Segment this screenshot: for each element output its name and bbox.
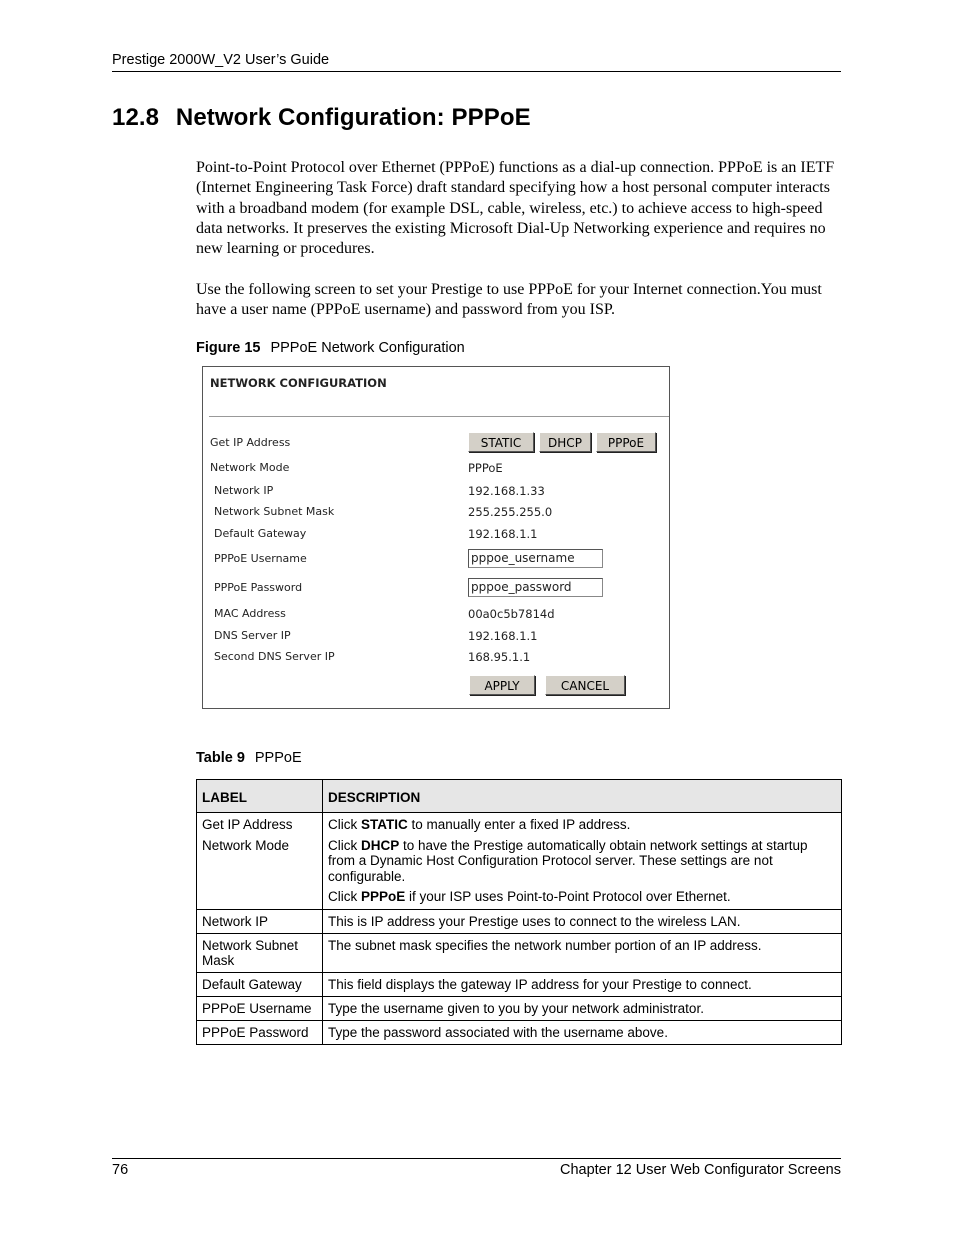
row-description: This is IP address your Prestige uses to connect to the wireless LAN. <box>323 909 842 933</box>
description-column-header: DESCRIPTION <box>323 780 842 813</box>
username-input[interactable]: pppoe_username <box>468 549 603 568</box>
footer-rule <box>112 1158 841 1159</box>
apply-button[interactable]: APPLY <box>469 675 535 695</box>
header-rule <box>112 71 841 72</box>
usage-paragraph: Use the following screen to set your Prestige to use PPPoE for your Internet connection.You must have a user name (PPPoE username) and password from you ISP. <box>196 281 822 319</box>
figure-label: Figure 15 <box>196 340 261 356</box>
password-label: PPPoE Password <box>214 581 303 594</box>
network-mode-label: Network Mode <box>210 461 290 474</box>
dns-value: 192.168.1.1 <box>468 629 538 643</box>
section-title-text: Network Configuration: PPPoE <box>175 104 531 131</box>
figure-caption <box>196 340 465 356</box>
gateway-value: 192.168.1.1 <box>468 527 538 541</box>
intro-paragraph: Point-to-Point Protocol over Ethernet (PPPoE) functions as a dial-up connection. PPPoE is an IETF (Internet Engineering Task Force) draft standard specifying how a host personal computer interacts with a broadband modem (for example DSL, cable, wireless, etc.) to achieve access to high-speed data networks. It preserves the existing Microsoft Dial-Up Networking experience and requires no new learning or procedures. <box>196 159 835 258</box>
row-description: Type the username given to you by your network administrator. <box>323 996 842 1020</box>
chapter-title: Chapter 12 User Web Configurator Screens <box>559 1162 841 1178</box>
static-button[interactable]: STATIC <box>468 432 534 452</box>
mac-value: 00a0c5b7814d <box>468 607 555 621</box>
row-label-line: Get IP Address <box>202 817 293 832</box>
table-caption <box>196 750 302 766</box>
row-label: PPPoE Username <box>197 996 323 1020</box>
network-ip-value: 192.168.1.33 <box>468 484 545 498</box>
table-row <box>197 909 842 933</box>
label-column-header: LABEL <box>197 780 323 813</box>
screen-divider <box>209 416 669 417</box>
row-label: Network IP <box>197 909 323 933</box>
dns-label: DNS Server IP <box>214 629 291 642</box>
row-description: Type the password associated with the username above. <box>323 1020 842 1044</box>
table-row <box>197 813 842 910</box>
get-ip-label: Get IP Address <box>210 436 291 449</box>
network-mode-value: PPPoE <box>468 461 503 475</box>
figure-caption-text: PPPoE Network Configuration <box>270 340 465 356</box>
row-label: PPPoE Password <box>197 1020 323 1044</box>
row-description: The subnet mask specifies the network number portion of an IP address. <box>323 933 842 972</box>
network-config-screenshot <box>202 366 670 709</box>
subnet-mask-label: Network Subnet Mask <box>214 505 335 518</box>
table-label: Table 9 <box>196 750 245 766</box>
table-row <box>197 1020 842 1044</box>
running-header: Prestige 2000W_V2 User’s Guide <box>112 52 330 68</box>
row-label: Default Gateway <box>197 972 323 996</box>
username-label: PPPoE Username <box>214 552 307 565</box>
section-number: 12.8 <box>112 104 160 131</box>
table-row <box>197 996 842 1020</box>
table-row <box>197 972 842 996</box>
dns2-label: Second DNS Server IP <box>214 650 335 663</box>
cancel-button[interactable]: CANCEL <box>545 675 625 695</box>
screen-title: NETWORK CONFIGURATION <box>210 376 387 390</box>
pppoe-button[interactable]: PPPoE <box>596 432 656 452</box>
section-title <box>112 104 531 132</box>
network-ip-label: Network IP <box>214 484 274 497</box>
row-label <box>197 813 323 910</box>
mac-label: MAC Address <box>214 607 286 620</box>
table-caption-text: PPPoE <box>254 750 302 766</box>
gateway-label: Default Gateway <box>214 527 307 540</box>
row-description: This field displays the gateway IP address for your Prestige to connect. <box>323 972 842 996</box>
password-input[interactable]: pppoe_password <box>468 578 603 597</box>
row-label: Network Subnet Mask <box>197 933 323 972</box>
dhcp-button[interactable]: DHCP <box>539 432 591 452</box>
row-label-line: Network Mode <box>202 837 290 853</box>
dns2-value: 168.95.1.1 <box>468 650 531 664</box>
pppoe-description-table <box>196 779 842 1045</box>
table-header-row <box>197 780 842 813</box>
table-row <box>197 933 842 972</box>
page-number: 76 <box>112 1162 129 1178</box>
subnet-mask-value: 255.255.255.0 <box>468 505 553 519</box>
row-description: Click STATIC to manually enter a fixed IP address. Click DHCP to have the Prestige automatically obtain network settings at startup from a Dynamic Host Configuration Protocol server. These settings are not configurable. Click PPPoE if your ISP uses Point-to-Point Protocol over Ethernet. <box>323 813 842 910</box>
